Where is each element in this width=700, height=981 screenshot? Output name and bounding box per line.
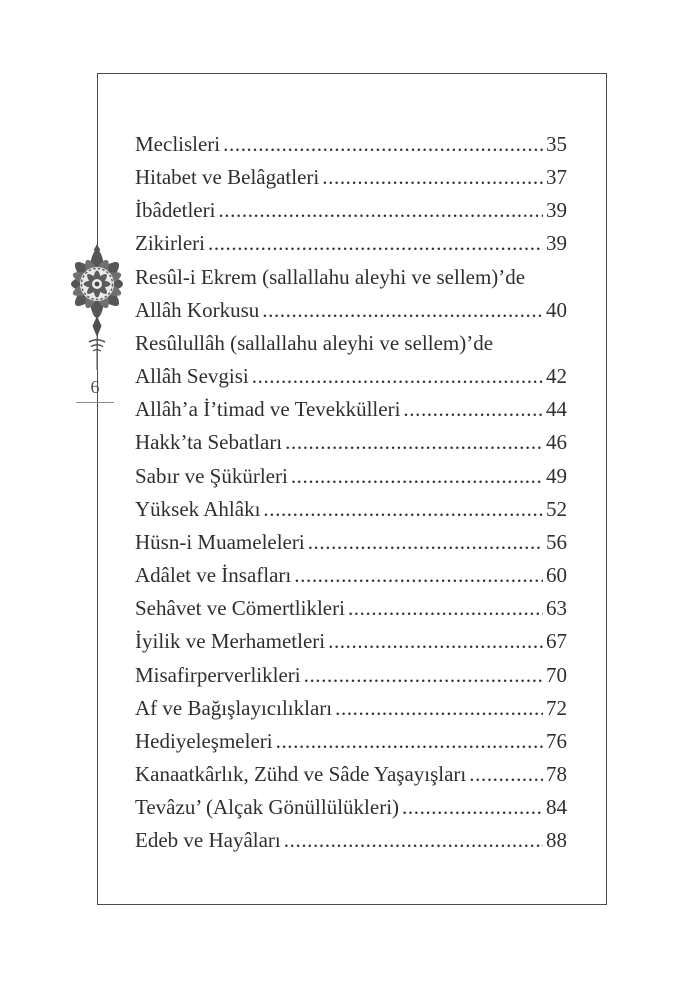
- toc-entry-last-line: [135, 460, 567, 493]
- dot-leader: [402, 791, 543, 824]
- toc-entry-title: Sehâvet ve Cömertlikleri: [135, 596, 345, 621]
- toc-entry: [135, 460, 567, 493]
- toc-entry-title: Edeb ve Hayâları: [135, 828, 281, 853]
- toc-entry-last-line: [135, 758, 567, 791]
- toc-entry: [135, 194, 567, 227]
- margin-page-number: 6: [76, 376, 114, 403]
- toc-entry-title: Allâh Korkusu: [135, 297, 260, 322]
- toc-entry: [135, 227, 567, 260]
- toc-entry-title: Zikirleri: [135, 231, 205, 256]
- toc-entry-wrap-line: Resûl-i Ekrem (sallallahu aleyhi ve sellem)’de: [135, 264, 526, 289]
- dot-leader: [263, 493, 543, 526]
- toc-entry-title: Sabır ve Şükürleri: [135, 463, 288, 488]
- toc-entry-page-number: 39: [546, 198, 567, 223]
- toc-entry: [135, 625, 567, 658]
- toc-entry-last-line: [135, 692, 567, 725]
- toc-entry: [135, 261, 567, 327]
- toc-entry-last-line: [135, 161, 567, 194]
- dot-leader: [285, 426, 543, 459]
- dot-leader: [308, 526, 543, 559]
- toc-entry-last-line: [135, 526, 567, 559]
- toc-entry-wrap-line: Resûlullâh (sallallahu aleyhi ve sellem)’de: [135, 330, 494, 355]
- toc-entry: [135, 493, 567, 526]
- toc-entry: [135, 758, 567, 791]
- dot-leader: [262, 294, 543, 327]
- toc-entry: [135, 692, 567, 725]
- toc-entry: [135, 161, 567, 194]
- toc-entry-title: Tevâzu’ (Alçak Gönüllülükleri): [135, 795, 400, 820]
- toc-entry-last-line: [135, 393, 567, 426]
- toc-entry: [135, 725, 567, 758]
- dot-leader: [218, 194, 543, 227]
- toc-entry-title: Meclisleri: [135, 132, 221, 156]
- toc-entry-title: Hediyeleşmeleri: [135, 728, 273, 753]
- toc-entry-page-number: 56: [546, 529, 567, 554]
- toc-entry-last-line: [135, 725, 567, 758]
- toc-entry-title: Af ve Bağışlayıcılıkları: [135, 695, 333, 720]
- dot-leader: [304, 659, 543, 692]
- dot-leader: [294, 559, 543, 592]
- toc-entry-page-number: 40: [546, 297, 567, 322]
- toc-entry-page-number: 88: [546, 828, 567, 853]
- toc-entry-last-line: [135, 294, 567, 327]
- dot-leader: [223, 128, 543, 161]
- toc-entry-title: Allâh Sevgisi: [135, 364, 249, 389]
- toc-entry-last-line: [135, 592, 567, 625]
- dot-leader: [284, 824, 543, 857]
- toc-entry-last-line: [135, 659, 567, 692]
- toc-entry-last-line: [135, 128, 567, 161]
- toc-entry-last-line: [135, 559, 567, 592]
- toc-entry-last-line: [135, 791, 567, 824]
- toc-entry: [135, 592, 567, 625]
- toc-entry: [135, 128, 567, 161]
- toc-list: [135, 128, 567, 857]
- toc-entry: [135, 824, 567, 857]
- toc-entry-page-number: 72: [546, 695, 567, 720]
- toc-entry-last-line: [135, 426, 567, 459]
- toc-entry-last-line: [135, 360, 567, 393]
- toc-entry-title: İyilik ve Merhametleri: [135, 629, 326, 654]
- toc-entry-title: Hitabet ve Belâgatleri: [135, 165, 320, 190]
- dot-leader: [469, 758, 543, 791]
- toc-entry-page-number: 67: [546, 629, 567, 654]
- dot-leader: [276, 725, 543, 758]
- toc-entry-title: İbâdetleri: [135, 198, 216, 223]
- dot-leader: [208, 227, 543, 260]
- toc-entry-page-number: 37: [546, 165, 567, 190]
- toc-entry: [135, 393, 567, 426]
- toc-entry-title: Kanaatkârlık, Zühd ve Sâde Yaşayışları: [135, 761, 467, 786]
- toc-entry-page-number: 49: [546, 463, 567, 488]
- toc-entry-page-number: 78: [546, 761, 567, 786]
- dot-leader: [291, 460, 543, 493]
- toc-entry-page-number: 63: [546, 596, 567, 621]
- toc-entry-page-number: 84: [546, 795, 567, 820]
- toc-entry-title: Adâlet ve İnsafları: [135, 563, 292, 588]
- toc-entry-page-number: 70: [546, 662, 567, 687]
- dot-leader: [252, 360, 543, 393]
- toc-entry-page-number: 46: [546, 430, 567, 455]
- toc-entry-page-number: 52: [546, 496, 567, 521]
- toc-entry-last-line: [135, 194, 567, 227]
- toc-entry-page-number: 60: [546, 563, 567, 588]
- ottoman-rosette-ornament-icon: [64, 244, 130, 372]
- toc-entry: [135, 327, 567, 393]
- toc-entry: [135, 426, 567, 459]
- dot-leader: [322, 161, 543, 194]
- dot-leader: [328, 625, 543, 658]
- toc-entry-page-number: 39: [546, 231, 567, 256]
- toc-entry-page-number: 42: [546, 364, 567, 389]
- toc-entry-page-number: 35: [546, 132, 567, 156]
- toc-entry: [135, 659, 567, 692]
- toc-entry-title: Allâh’a İ’timad ve Tevekkülleri: [135, 397, 401, 422]
- dot-leader: [403, 393, 543, 426]
- toc-entry-last-line: [135, 227, 567, 260]
- dot-leader: [335, 692, 543, 725]
- toc-entry: [135, 526, 567, 559]
- toc-entry: [135, 559, 567, 592]
- toc-entry-title: Yüksek Ahlâkı: [135, 496, 261, 521]
- toc-entry-title: Hakk’ta Sebatları: [135, 430, 283, 455]
- toc-entry-title: Misafirperverlikleri: [135, 662, 301, 687]
- toc-entry-last-line: [135, 625, 567, 658]
- toc-entry: [135, 791, 567, 824]
- toc-entry-last-line: [135, 824, 567, 857]
- toc-entry-last-line: [135, 493, 567, 526]
- toc-entry-title: Hüsn-i Muameleleri: [135, 529, 305, 554]
- toc-entry-page-number: 76: [546, 728, 567, 753]
- toc-entry-page-number: 44: [546, 397, 567, 422]
- dot-leader: [348, 592, 543, 625]
